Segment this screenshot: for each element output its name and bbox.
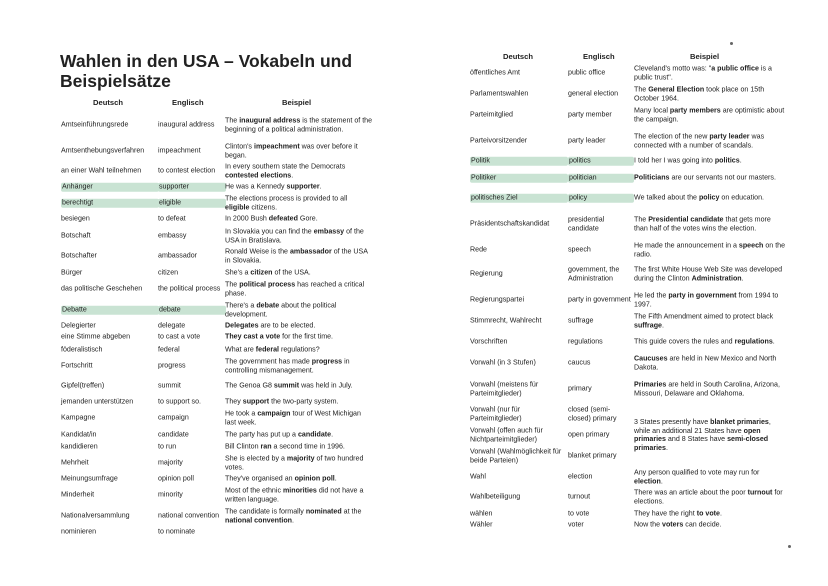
german-term: Debatte: [61, 306, 159, 315]
english-term: to cast a vote: [158, 332, 201, 341]
english-term: party in government: [568, 295, 631, 304]
example-sentence: What are federal regulations?: [225, 345, 320, 354]
left-header-beispiel: Beispiel: [282, 98, 312, 107]
example-sentence: Any person qualified to vote may run for election.: [634, 468, 760, 485]
example-sentence: They've organised an opinion poll.: [225, 474, 337, 483]
left-header-englisch: Englisch: [172, 98, 204, 107]
german-term: Politik: [470, 157, 568, 166]
english-term: supporter: [158, 183, 226, 192]
example-sentence: He was a Kennedy supporter.: [225, 182, 322, 191]
english-term: government, the Administration: [568, 265, 620, 282]
english-term: turnout: [568, 492, 591, 501]
german-term: Regierungspartei: [470, 295, 525, 304]
english-term: party leader: [568, 136, 606, 145]
german-term: föderalistisch: [61, 345, 103, 354]
example-sentence: Many local party members are optimistic about the campaign.: [634, 106, 785, 123]
german-term: Mehrheit: [61, 458, 89, 467]
example-sentence: They have the right to vote.: [634, 509, 722, 518]
right-header-beispiel: Beispiel: [690, 52, 720, 61]
german-term: wählen: [470, 509, 493, 518]
example-sentence: There was an article about the poor turnout for elections.: [634, 488, 783, 505]
english-term: caucus: [568, 358, 591, 367]
english-term: ambassador: [158, 251, 198, 260]
english-term: primary: [568, 384, 592, 393]
example-sentence: The elections process is provided to all eligible citizens.: [225, 194, 348, 211]
german-term: Gipfel(treffen): [61, 381, 105, 390]
example-sentence: He took a campaign tour of West Michigan last week.: [225, 409, 361, 426]
example-sentence: Most of the ethnic minorities did not have a written language.: [225, 486, 364, 503]
german-term: an einer Wahl teilnehmen: [61, 166, 142, 175]
german-term: besiegen: [61, 214, 90, 223]
german-term: Botschaft: [61, 231, 91, 240]
german-term: Politiker: [470, 174, 568, 183]
german-term: Präsidentschaftskandidat: [470, 219, 550, 228]
english-term: party member: [568, 110, 612, 119]
german-term: Wähler: [470, 520, 493, 529]
english-term: inaugural address: [158, 120, 215, 129]
example-sentence: We talked about the policy on education.: [634, 193, 765, 202]
example-sentence: He led the party in government from 1994 to 1997.: [634, 291, 779, 308]
german-term: Bürger: [61, 268, 83, 277]
german-term: Vorwahl (in 3 Stufen): [470, 358, 536, 367]
english-term: suffrage: [568, 316, 594, 325]
german-term: berechtigt: [61, 199, 159, 208]
english-term: open primary: [568, 430, 610, 439]
german-term: das politische Geschehen: [61, 284, 143, 293]
example-sentence: This guide covers the rules and regulations.: [634, 337, 775, 346]
english-term: politician: [568, 174, 634, 183]
german-term: Parteimitglied: [470, 110, 513, 119]
english-term: majority: [158, 458, 183, 467]
example-sentence: The government has made progress in controlling mismanagement.: [225, 357, 350, 374]
german-term: Stimmrecht, Wahlrecht: [470, 316, 542, 325]
example-sentence: The election of the new party leader was connected with a number of scandals.: [634, 132, 765, 149]
english-term: embassy: [158, 231, 187, 240]
example-sentence: The General Election took place on 15th October 1964.: [634, 85, 765, 102]
example-sentence: She's a citizen of the USA.: [225, 268, 311, 277]
german-term: Amtseinführungsrede: [61, 120, 129, 129]
german-term: öffentliches Amt: [470, 68, 520, 77]
german-term: jemanden unterstützen: [61, 397, 134, 406]
english-term: opinion poll: [158, 474, 194, 483]
example-sentence: Bill Clinton ran a second time in 1996.: [225, 442, 345, 451]
english-term: politics: [568, 157, 634, 166]
example-sentence: In every southern state the Democrats contested elections.: [225, 162, 346, 179]
example-sentence: Now the voters can decide.: [634, 520, 722, 529]
english-term: election: [568, 472, 593, 481]
english-term: to support so.: [158, 397, 201, 406]
english-term: campaign: [158, 413, 189, 422]
english-term: delegate: [158, 321, 186, 330]
german-term: Parlamentswahlen: [470, 89, 529, 98]
example-sentence: The political process has reached a critical phase.: [225, 280, 365, 297]
example-sentence: In Slovakia you can find the embassy of the USA in Bratislava.: [225, 227, 364, 244]
english-term: to nominate: [158, 527, 196, 536]
english-term: policy: [568, 194, 634, 203]
example-sentence: Ronald Weise is the ambassador of the USA in Slovakia.: [225, 247, 368, 264]
english-term: to defeat: [158, 214, 186, 223]
german-term: Wahlbeteiligung: [470, 492, 521, 501]
german-term: Botschafter: [61, 251, 97, 260]
german-term: politisches Ziel: [470, 194, 568, 203]
english-term: citizen: [158, 268, 179, 277]
german-term: Rede: [470, 245, 487, 254]
english-term: impeachment: [158, 146, 201, 155]
example-sentence: The Genoa G8 summit was held in July.: [225, 381, 353, 390]
german-term: Vorwahl (Wahlmöglichkeit für beide Parteien): [470, 447, 562, 464]
german-term: Anhänger: [61, 183, 159, 192]
example-sentence: The Presidential candidate that gets more than half of the votes wins the election.: [634, 215, 771, 232]
example-sentence: Primaries are held in South Carolina, Arizona, Missouri, Delaware and Oklahoma.: [634, 380, 780, 397]
english-term: presidential candidate: [568, 215, 605, 232]
english-term: regulations: [568, 337, 603, 346]
example-sentence: The first White House Web Site was developed during the Clinton Administration.: [634, 265, 783, 282]
example-sentence: 3 States presently have blanket primaries, while an additional 21 States have open primaries and 8 States have semi-closed primaries.: [634, 417, 771, 452]
german-term: kandidieren: [61, 442, 98, 451]
example-sentence: There's a debate about the political development.: [225, 301, 337, 318]
example-sentence: He made the announcement in a speech on the radio.: [634, 241, 786, 258]
english-term: national convention: [158, 511, 220, 520]
scan-dot-1: [730, 42, 733, 45]
example-sentence: I told her I was going into politics.: [634, 156, 742, 165]
german-term: Meinungsumfrage: [61, 474, 118, 483]
german-term: Vorwahl (nur für Parteimitglieder): [470, 405, 522, 422]
english-term: blanket primary: [568, 451, 617, 460]
english-term: summit: [158, 381, 181, 390]
german-term: Wahl: [470, 472, 486, 481]
example-sentence: Caucuses are held in New Mexico and North Dakota.: [634, 354, 777, 371]
english-term: public office: [568, 68, 606, 77]
german-term: Nationalversammlung: [61, 511, 130, 520]
german-term: Vorwahl (meistens für Parteimitglieder): [470, 380, 539, 397]
english-term: the political process: [158, 284, 221, 293]
english-term: to run: [158, 442, 177, 451]
left-header-deutsch: Deutsch: [93, 98, 123, 107]
german-term: Delegierter: [61, 321, 96, 330]
example-sentence: The inaugural address is the statement of the beginning of a political administration.: [225, 116, 373, 133]
english-term: general election: [568, 89, 619, 98]
german-term: Regierung: [470, 269, 503, 278]
english-term: to vote: [568, 509, 590, 518]
scan-dot-2: [788, 545, 791, 548]
example-sentence: The party has put up a candidate.: [225, 430, 334, 439]
english-term: minority: [158, 490, 183, 499]
english-term: to contest election: [158, 166, 216, 175]
english-term: voter: [568, 520, 584, 529]
german-term: Kandidat/in: [61, 430, 97, 439]
english-term: federal: [158, 345, 180, 354]
german-term: nominieren: [61, 527, 97, 536]
example-sentence: Clinton's impeachment was over before it began.: [225, 142, 358, 159]
german-term: Kampagne: [61, 413, 96, 422]
german-term: Vorschriften: [470, 337, 508, 346]
example-sentence: In 2000 Bush defeated Gore.: [225, 214, 318, 223]
german-term: Parteivorsitzender: [470, 136, 528, 145]
example-sentence: They cast a vote for the first time.: [225, 332, 334, 341]
example-sentence: Cleveland's motto was: "a public office is a public trust".: [634, 64, 772, 81]
english-term: closed (semi-closed) primary: [568, 405, 617, 422]
right-header-deutsch: Deutsch: [503, 52, 533, 61]
example-sentence: The Fifth Amendment aimed to protect black suffrage.: [634, 312, 774, 329]
example-sentence: Politicians are our servants not our masters.: [634, 173, 776, 182]
english-term: candidate: [158, 430, 189, 439]
german-term: Fortschritt: [61, 361, 93, 370]
page-title: Wahlen in den USA – Vokabeln und Beispielsätze: [60, 51, 353, 91]
german-term: Minderheit: [61, 490, 95, 499]
german-term: eine Stimme abgeben: [61, 332, 131, 341]
english-term: speech: [568, 245, 591, 254]
right-header-englisch: Englisch: [583, 52, 615, 61]
example-sentence: Delegates are to be elected.: [225, 321, 316, 330]
example-sentence: She is elected by a majority of two hundred votes.: [225, 454, 364, 471]
german-term: Vorwahl (offen auch für Nichtparteimitglieder): [470, 426, 543, 443]
english-term: progress: [158, 361, 186, 370]
german-term: Amtsenthebungsverfahren: [61, 146, 145, 155]
example-sentence: The candidate is formally nominated at the national convention.: [225, 507, 362, 524]
example-sentence: They support the two-party system.: [225, 397, 339, 406]
english-term: eligible: [158, 199, 226, 208]
english-term: debate: [158, 306, 226, 315]
